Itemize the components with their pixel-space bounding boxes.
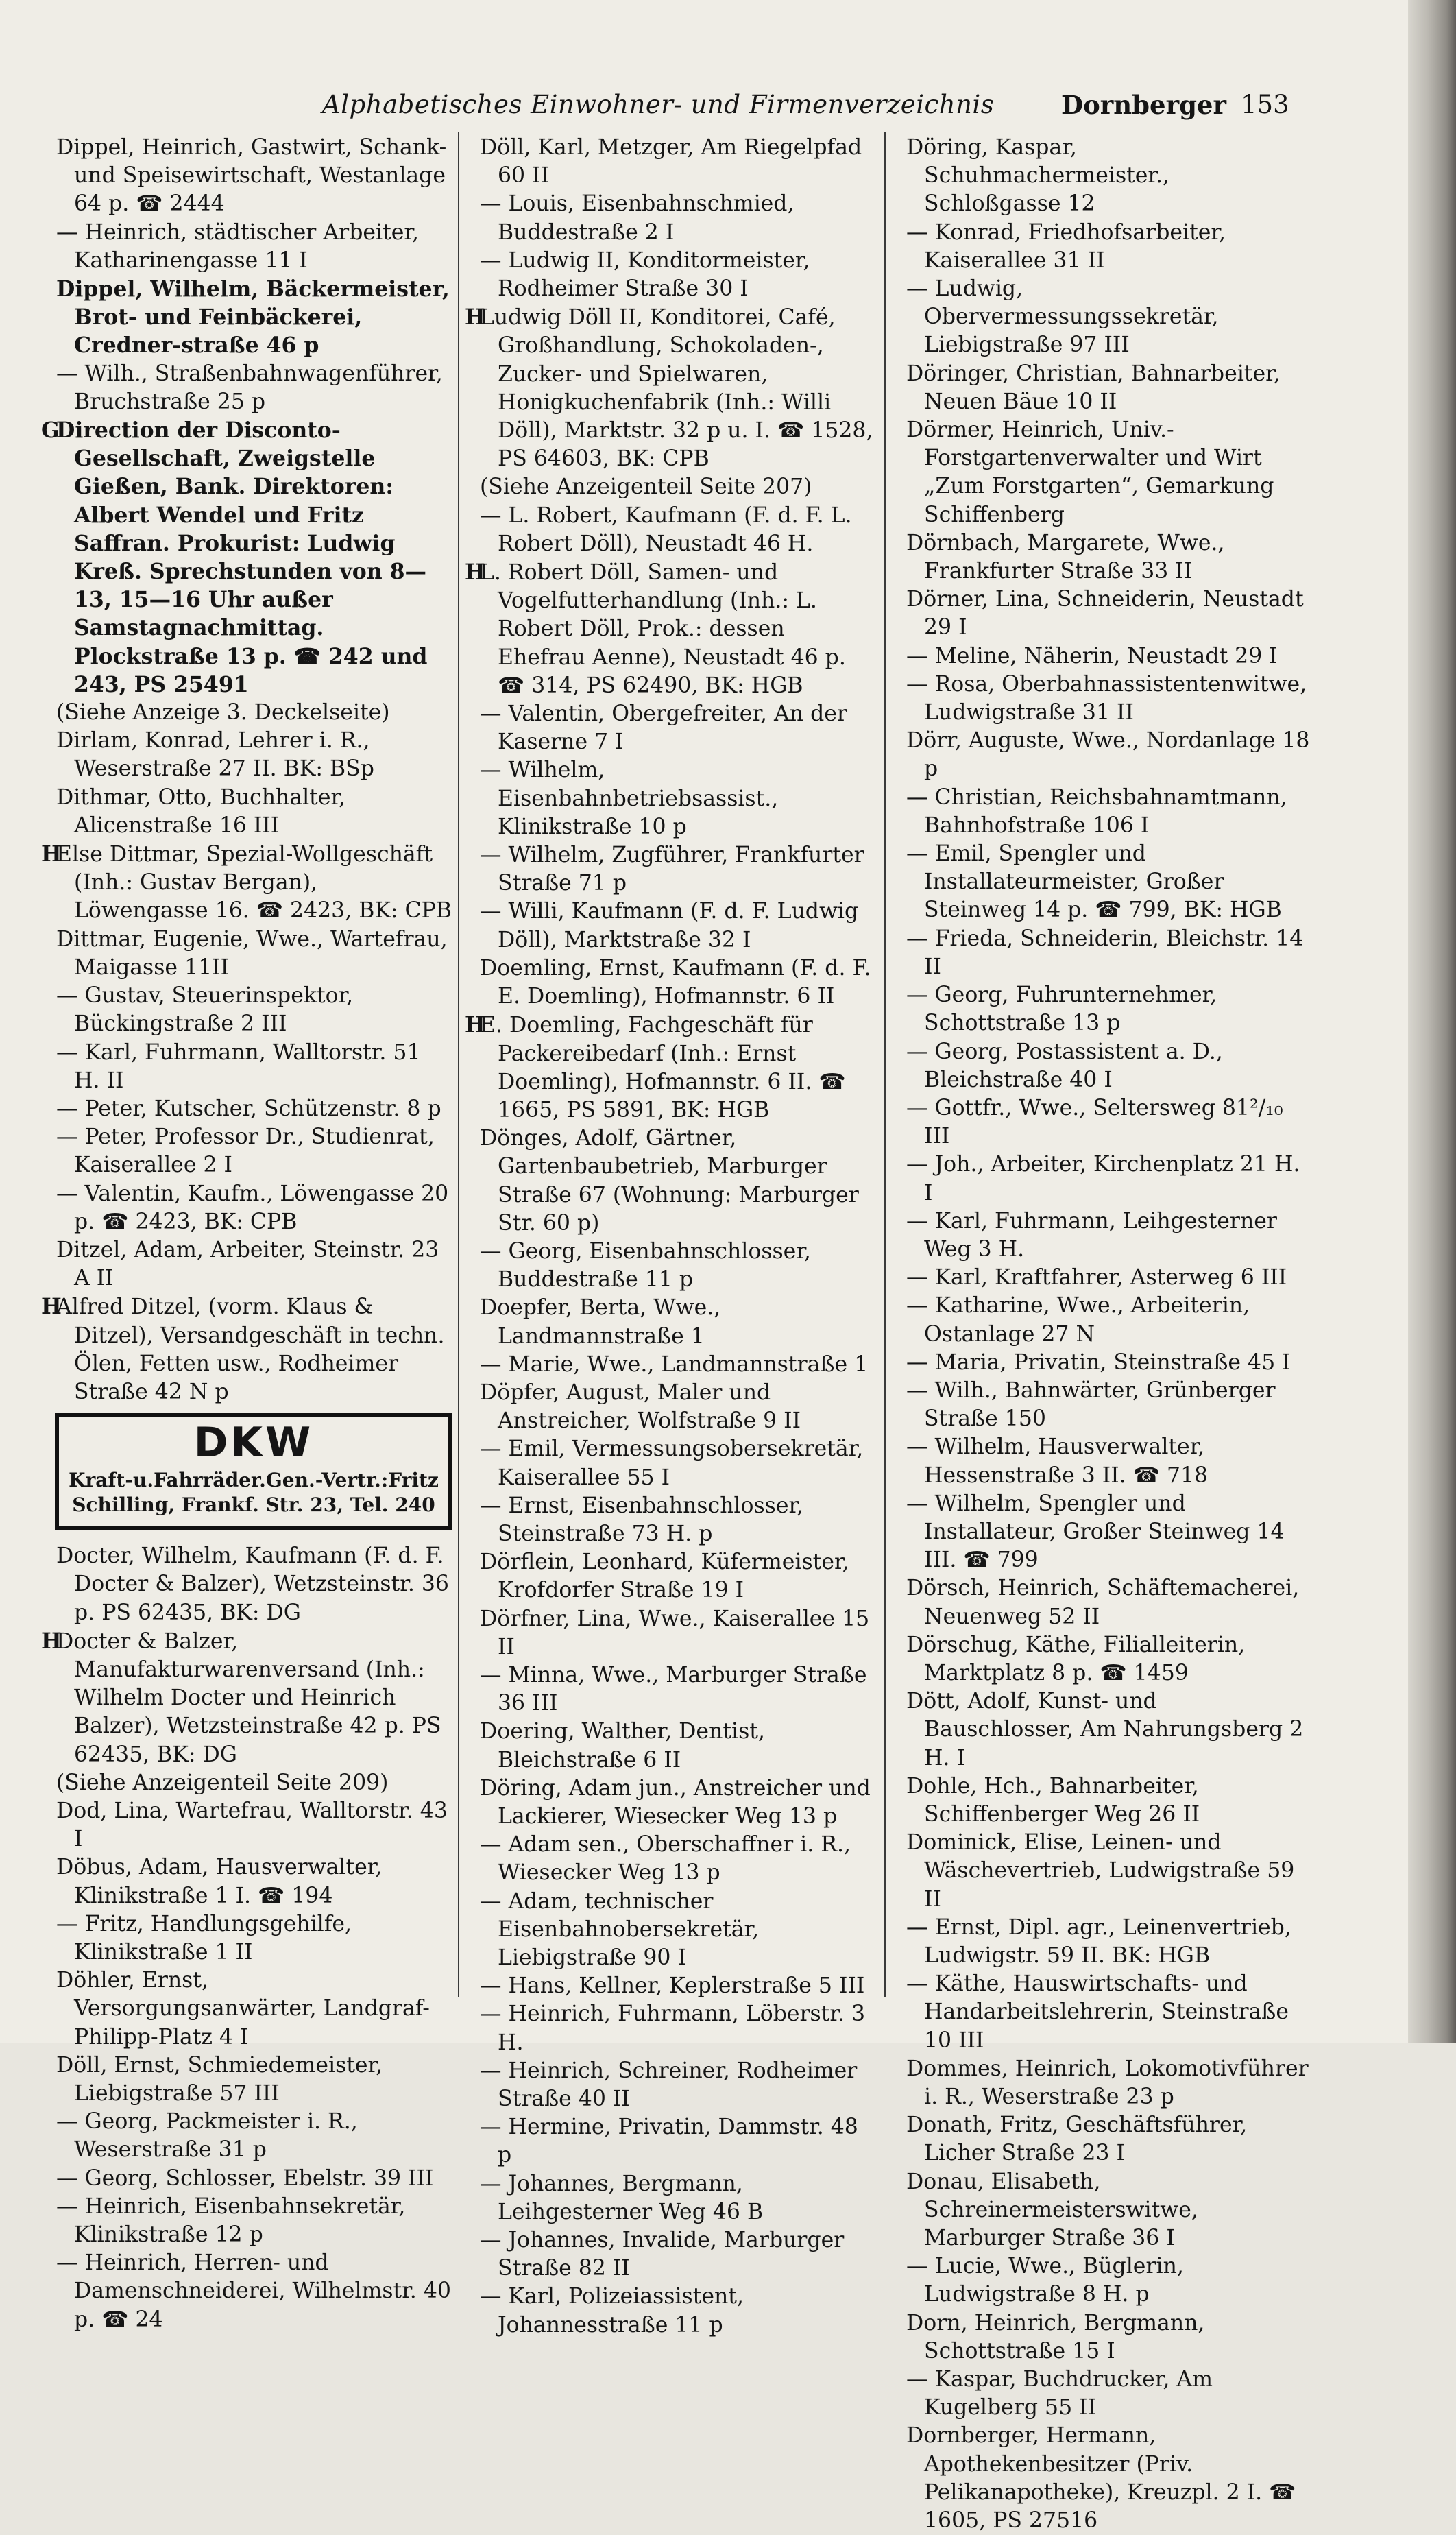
- entry-marker: H: [465, 304, 485, 331]
- entry-text: — Wilhelm, Eisenbahnbetriebsassist., Klinikstraße 10 p: [480, 758, 779, 839]
- directory-entry: [41, 1910, 452, 1967]
- directory-entry: [465, 756, 876, 841]
- entry-text: — Heinrich, Schreiner, Rodheimer Straße 40 II: [480, 2058, 858, 2112]
- directory-entry: [41, 134, 452, 219]
- directory-entry: [465, 1605, 876, 1661]
- entry-text: Dohle, Hch., Bahnarbeiter, Schiffenberger Weg 26 II: [906, 1773, 1200, 1827]
- entry-text: — Adam sen., Oberschaffner i. R., Wiesecker Weg 13 p: [480, 1832, 851, 1886]
- directory-entry: [41, 2108, 452, 2164]
- directory-entry: [891, 642, 1313, 671]
- directory-entry: [891, 1490, 1313, 1575]
- directory-entry: [891, 784, 1313, 840]
- directory-entry: [41, 1095, 452, 1123]
- entry-text: Dörsch, Heinrich, Schäftemacherei, Neuenweg 52 II: [906, 1576, 1300, 1629]
- entry-text: — Kaspar, Buchdrucker, Am Kugelberg 55 II: [906, 2367, 1213, 2420]
- directory-entry: [891, 1094, 1313, 1151]
- entry-text: Dorn, Heinrich, Bergmann, Schottstraße 15 I: [906, 2310, 1205, 2364]
- directory-entry: [41, 1123, 452, 1179]
- directory-entry: [465, 558, 876, 700]
- entry-text: Direction der Disconto-Gesellschaft, Zweigstelle Gießen, Bank. Direktoren: Albert Wendel und Fritz Saffran. Prokurist: Ludwig Kreß. Sprechstunden von 8—13, 15—16 Uhr außer Samstagnachmittag. Plockstraße 13 p. ☎ 242 und 243, PS 25491: [56, 418, 428, 697]
- directory-entry: [891, 1773, 1313, 1829]
- entry-text: — Konrad, Friedhofsarbeiter, Kaiserallee 31 II: [906, 219, 1226, 273]
- entry-text: — Meline, Näherin, Neustadt 29 I: [906, 643, 1278, 669]
- entry-text: — Emil, Vermessungsobersekretär, Kaiserallee 55 I: [480, 1437, 864, 1490]
- directory-entry: [891, 2309, 1313, 2366]
- entry-text: — Louis, Eisenbahnschmied, Buddestraße 2 I: [480, 191, 794, 245]
- directory-entry: [891, 529, 1313, 586]
- entry-text: Dörschug, Käthe, Filialleiterin, Marktplatz 8 p. ☎ 1459: [906, 1632, 1246, 1685]
- entry-text: Dörflein, Leonhard, Küfermeister, Krofdorfer Straße 19 I: [480, 1550, 849, 1603]
- entry-text: Dirlam, Konrad, Lehrer i. R., Weserstraße 27 II. BK: BSp: [56, 728, 374, 782]
- directory-entry: [465, 2113, 876, 2170]
- entry-text: (Siehe Anzeigenteil Seite 209): [56, 1770, 389, 1795]
- entry-text: Else Dittmar, Spezial-Wollgeschäft (Inh.: Gustav Bergan), Löwengasse 16. ☎ 2423, BK: CPB: [56, 842, 452, 924]
- directory-entry: [891, 1151, 1313, 1207]
- entry-text: — Karl, Polizeiassistent, Johannesstraße 11 p: [480, 2284, 744, 2338]
- entry-text: — Peter, Kutscher, Schützenstr. 8 p: [56, 1096, 441, 1121]
- directory-entry: [41, 926, 452, 982]
- entry-text: Dörfner, Lina, Wwe., Kaiserallee 15 II: [480, 1606, 870, 1659]
- directory-entry: [465, 1888, 876, 1973]
- entry-marker: H: [465, 1012, 485, 1038]
- directory-entry: [891, 1377, 1313, 1433]
- entry-text: Donau, Elisabeth, Schreinermeisterswitwe, Marburger Straße 36 I: [906, 2169, 1198, 2251]
- entry-text: Doering, Walther, Dentist, Bleichstraße 6 II: [480, 1719, 765, 1773]
- entry-text: Doepfer, Berta, Wwe., Landmannstraße 1: [480, 1295, 721, 1349]
- entry-text: — Minna, Wwe., Marburger Straße 36 III: [480, 1662, 867, 1716]
- directory-entry: [891, 2422, 1313, 2535]
- entry-text: — Heinrich, Herren- und Damenschneiderei, Wilhelmstr. 40 p. ☎ 24: [56, 2250, 451, 2332]
- entry-text: Ditzel, Adam, Arbeiter, Steinstr. 23 A II: [56, 1237, 439, 1291]
- directory-entry: [465, 1548, 876, 1605]
- entry-text: — Valentin, Obergefreiter, An der Kaserne 7 I: [480, 701, 847, 755]
- entry-text: — Wilhelm, Spengler und Installateur, Großer Steinweg 14 III. ☎ 799: [906, 1491, 1285, 1573]
- directory-entry: [891, 981, 1313, 1037]
- directory-entry: [465, 1718, 876, 1774]
- entry-text: Dippel, Heinrich, Gastwirt, Schank- und Speisewirtschaft, Westanlage 64 p. ☎ 2444: [56, 135, 447, 217]
- directory-entry: [891, 1433, 1313, 1489]
- directory-entry: [41, 416, 452, 699]
- entry-text: — Christian, Reichsbahnamtmann, Bahnhofstraße 106 I: [906, 784, 1287, 838]
- directory-entry: [465, 1661, 876, 1718]
- entry-text: Döring, Kaspar, Schuhmachermeister., Schloßgasse 12: [906, 135, 1170, 217]
- header-keyword: Dornberger: [1061, 90, 1226, 120]
- directory-entry: [465, 1775, 876, 1831]
- entry-text: Döpfer, August, Maler und Anstreicher, Wolfstraße 9 II: [480, 1380, 801, 1434]
- directory-entry: [41, 219, 452, 275]
- entry-list: [465, 134, 876, 2340]
- entry-marker: H: [41, 1294, 62, 1320]
- directory-entry: [465, 898, 876, 954]
- entry-text: Dippel, Wilhelm, Bäckermeister, Brot- und Feinbäckerei, Credner-straße 46 p: [56, 276, 450, 359]
- directory-entry: [465, 247, 876, 303]
- directory-entry: [465, 1351, 876, 1379]
- directory-entry: [465, 1011, 876, 1125]
- directory-entry: [41, 840, 452, 926]
- entry-text: Dörnbach, Margarete, Wwe., Frankfurter Straße 33 II: [906, 530, 1225, 584]
- directory-entry: [891, 416, 1313, 529]
- entry-text: — Ernst, Eisenbahnschlosser, Steinstraße 73 H. p: [480, 1493, 804, 1546]
- entry-list: [891, 134, 1313, 2535]
- directory-entry: [465, 954, 876, 1011]
- directory-entry: [465, 1435, 876, 1491]
- directory-entry: [891, 1574, 1313, 1631]
- directory-entry: [891, 671, 1313, 727]
- directory-entry: [465, 2283, 876, 2339]
- ad-line: Kraft-u.Fahrräder.Gen.-Vertr.:Fritz: [69, 1469, 439, 1492]
- entry-text: — Karl, Fuhrmann, Leihgesterner Weg 3 H.: [906, 1208, 1277, 1262]
- directory-entry: [465, 1125, 876, 1238]
- directory-entry: [891, 2366, 1313, 2422]
- entry-text: — Johannes, Bergmann, Leihgesterner Weg 46 B: [480, 2171, 764, 2224]
- directory-entry: [891, 1264, 1313, 1292]
- entry-text: Dörr, Auguste, Wwe., Nordanlage 18 p: [906, 728, 1310, 782]
- entry-text: — Hermine, Privatin, Dammstr. 48 p: [480, 2115, 858, 2168]
- entry-text: — Rosa, Oberbahnassistentenwitwe, Ludwigstraße 31 II: [906, 671, 1307, 725]
- entry-text: — Fritz, Handlungsgehilfe, Klinikstraße 1 II: [56, 1911, 352, 1965]
- entry-list: [41, 134, 452, 1406]
- directory-entry: [41, 275, 452, 360]
- entry-marker: H: [41, 1628, 62, 1654]
- entry-text: — Peter, Professor Dr., Studienrat, Kaiserallee 2 I: [56, 1125, 435, 1178]
- directory-entry: [465, 1972, 876, 2000]
- book-gutter: [1408, 0, 1456, 2043]
- entry-text: — Wilhelm, Zugführer, Frankfurter Straße 71 p: [480, 843, 864, 896]
- directory-entry: [41, 1627, 452, 1769]
- entry-text: Döll, Karl, Metzger, Am Riegelpfad 60 II: [480, 135, 862, 189]
- entry-text: Dornberger, Hermann, Apothekenbesitzer (Priv. Pelikanapotheke), Kreuzpl. 2 I. ☎ 1605, PS 27516: [906, 2423, 1296, 2534]
- directory-entry: [891, 1970, 1313, 2055]
- directory-entry: [41, 360, 452, 416]
- entry-text: Doemling, Ernst, Kaufmann (F. d. F. E. Doemling), Hofmannstr. 6 II: [480, 955, 871, 1009]
- directory-entry: [891, 1687, 1313, 1773]
- directory-entry: [465, 190, 876, 246]
- entry-text: Dithmar, Otto, Buchhalter, Alicenstraße 16 III: [56, 784, 346, 838]
- entry-text: — Gottfr., Wwe., Seltersweg 81²/₁₀ III: [906, 1095, 1283, 1149]
- column-left: [41, 134, 452, 2332]
- entry-text: — L. Robert, Kaufmann (F. d. F. L. Robert Döll), Neustadt 46 H.: [480, 503, 852, 556]
- directory-entry: [891, 2168, 1313, 2253]
- entry-text: — Gustav, Steuerinspektor, Bückingstraße 2 III: [56, 983, 354, 1037]
- entry-text: — Wilhelm, Hausverwalter, Hessenstraße 3 II. ☎ 718: [906, 1434, 1209, 1488]
- directory-entry: [891, 134, 1313, 219]
- directory-entry: [465, 700, 876, 756]
- entry-text: — Georg, Eisenbahnschlosser, Buddestraße 11 p: [480, 1238, 811, 1293]
- column-right: [891, 134, 1313, 2534]
- directory-entry: [891, 1292, 1313, 1348]
- entry-text: Döhler, Ernst, Versorgungsanwärter, Landgraf-Philipp-Platz 4 I: [56, 1968, 430, 2050]
- entry-list: [41, 1542, 452, 2334]
- entry-text: — Heinrich, städtischer Arbeiter, Katharinengasse 11 I: [56, 219, 419, 273]
- directory-entry: [41, 1039, 452, 1095]
- entry-text: Ludwig Döll II, Konditorei, Café, Großhandlung, Schokoladen-, Zucker- und Spielwaren, Honigkuchenfabrik (Inh.: Willi Döll), Marktstr. 32 p u. I. ☎ 1528, PS 64603, BK: CPB: [480, 305, 873, 472]
- entry-text: Docter, Wilhelm, Kaufmann (F. d. F. Docter & Balzer), Wetzsteinstr. 36 p. PS 62435, BK: DG: [56, 1543, 449, 1625]
- entry-text: — Ernst, Dipl. agr., Leinenvertrieb, Ludwigstr. 59 II. BK: HGB: [906, 1914, 1291, 1968]
- directory-entry: [465, 1238, 876, 1294]
- entry-text: Döbus, Adam, Hausverwalter, Klinikstraße 1 I. ☎ 194: [56, 1855, 383, 1908]
- directory-entry: [465, 1831, 876, 1887]
- entry-marker: H: [465, 560, 485, 586]
- directory-entry: [891, 2111, 1313, 2167]
- directory-entry: [465, 1294, 876, 1350]
- directory-entry: [891, 586, 1313, 642]
- entry-text: — Georg, Fuhrunternehmer, Schottstraße 13 p: [906, 983, 1217, 1036]
- directory-entry: [41, 1967, 452, 2052]
- column-divider: [458, 132, 459, 1997]
- entry-text: — Heinrich, Eisenbahnsekretär, Klinikstraße 12 p: [56, 2194, 406, 2248]
- entry-text: E. Doemling, Fachgeschäft für Packereibedarf (Inh.: Ernst Doemling), Hofmannstr. 6 II. ☎ 1665, PS 5891, BK: HGB: [480, 1013, 846, 1122]
- directory-entry: [41, 2193, 452, 2249]
- entry-text: — Emil, Spengler und Installateurmeister, Großer Steinweg 14 p. ☎ 799, BK: HGB: [906, 841, 1282, 923]
- directory-entry: [41, 2249, 452, 2334]
- directory-entry: [465, 841, 876, 898]
- directory-entry: [465, 2170, 876, 2226]
- entry-text: Döring, Adam jun., Anstreicher und Lackierer, Wiesecker Weg 13 p: [480, 1775, 871, 1829]
- directory-entry: [891, 925, 1313, 981]
- directory-entry: [891, 840, 1313, 925]
- directory-entry: [891, 275, 1313, 360]
- entry-text: — Katharine, Wwe., Arbeiterin, Ostanlage 27 N: [906, 1293, 1250, 1347]
- directory-entry: [891, 360, 1313, 416]
- header-title: Alphabetisches Einwohner- und Firmenverzeichnis: [322, 90, 995, 119]
- entry-text: — Marie, Wwe., Landmannstraße 1: [480, 1351, 869, 1377]
- directory-entry: [465, 502, 876, 558]
- entry-text: Donath, Fritz, Geschäftsführer, Licher Straße 23 I: [906, 2113, 1248, 2166]
- entry-text: Dommes, Heinrich, Lokomotivführer i. R., Weserstraße 23 p: [906, 2056, 1309, 2110]
- column-middle: [465, 134, 876, 2338]
- entry-text: Alfred Ditzel, (vorm. Klaus & Ditzel), Versandgeschäft in techn. Ölen, Fetten usw., Rodheimer Straße 42 N p: [56, 1295, 445, 1404]
- page-header: [322, 81, 1350, 129]
- entry-text: — Valentin, Kaufm., Löwengasse 20 p. ☎ 2423, BK: CPB: [56, 1181, 449, 1234]
- entry-text: — Georg, Schlosser, Ebelstr. 39 III: [56, 2165, 434, 2191]
- directory-entry: [465, 1492, 876, 1548]
- entry-text: — Willi, Kaufmann (F. d. F. Ludwig Döll), Marktstraße 32 I: [480, 899, 859, 952]
- directory-entry: [891, 727, 1313, 783]
- directory-entry: [891, 1038, 1313, 1094]
- entry-text: — Joh., Arbeiter, Kirchenplatz 21 H. I: [906, 1152, 1300, 1205]
- entry-text: — Maria, Privatin, Steinstraße 45 I: [906, 1349, 1291, 1375]
- directory-entry: [41, 784, 452, 840]
- entry-text: Dittmar, Eugenie, Wwe., Wartefrau, Maigasse 11II: [56, 926, 448, 980]
- directory-entry: [465, 1379, 876, 1435]
- entry-text: Dörner, Lina, Schneiderin, Neustadt 29 I: [906, 587, 1304, 640]
- directory-entry: [41, 699, 452, 727]
- entry-text: Döringer, Christian, Bahnarbeiter, Neuen Bäue 10 II: [906, 361, 1281, 414]
- entry-text: — Wilh., Bahnwärter, Grünberger Straße 150: [906, 1378, 1276, 1432]
- directory-entry: [41, 2052, 452, 2108]
- directory-entry: [41, 1769, 452, 1797]
- entry-marker: H: [41, 841, 62, 867]
- entry-text: — Karl, Kraftfahrer, Asterweg 6 III: [906, 1265, 1287, 1290]
- entry-text: Dörmer, Heinrich, Univ.-Forstgartenverwalter und Wirt „Zum Forstgarten“, Gemarkung Schiffenberg: [906, 418, 1274, 527]
- ad-title: DKW: [193, 1419, 314, 1467]
- directory-entry: [891, 1208, 1313, 1264]
- directory-entry: [891, 2252, 1313, 2309]
- directory-entry: [41, 1180, 452, 1236]
- entry-text: Dod, Lina, Wartefrau, Walltorstr. 43 I: [56, 1798, 448, 1852]
- entry-text: — Frieda, Schneiderin, Bleichstr. 14 II: [906, 926, 1304, 979]
- directory-entry: [465, 134, 876, 190]
- entry-text: — Georg, Postassistent a. D., Bleichstraße 40 I: [906, 1039, 1223, 1092]
- column-divider: [884, 132, 886, 1997]
- directory-entry: [891, 2055, 1313, 2111]
- directory-entry: [465, 2226, 876, 2283]
- entry-text: Dönges, Adolf, Gärtner, Gartenbaubetrieb, Marburger Straße 67 (Wohnung: Marburger Str. 60 p): [480, 1126, 859, 1236]
- directory-entry: [41, 727, 452, 783]
- directory-entry: [41, 1293, 452, 1406]
- directory-entry: [465, 2000, 876, 2056]
- entry-text: — Heinrich, Fuhrmann, Löberstr. 3 H.: [480, 2002, 866, 2055]
- entry-text: — Georg, Packmeister i. R., Weserstraße 31 p: [56, 2109, 358, 2163]
- entry-text: — Karl, Fuhrmann, Walltorstr. 51 H. II: [56, 1040, 421, 1093]
- entry-text: Dominick, Elise, Leinen- und Wäschevertrieb, Ludwigstraße 59 II: [906, 1830, 1295, 1912]
- directory-entry: [41, 1853, 452, 1910]
- entry-text: (Siehe Anzeigenteil Seite 207): [480, 474, 812, 500]
- directory-entry: [41, 1542, 452, 1627]
- entry-text: L. Robert Döll, Samen- und Vogelfutterhandlung (Inh.: L. Robert Döll, Prok.: dessen Ehefrau Aenne), Neustadt 46 p. ☎ 314, PS 62490, BK: HGB: [480, 560, 846, 698]
- entry-text: Docter & Balzer, Manufakturwarenversand (Inh.: Wilhelm Docter und Heinrich Balzer), Wetzsteinstraße 42 p. PS 62435, BK: DG: [56, 1629, 441, 1767]
- entry-text: Dött, Adolf, Kunst- und Bauschlosser, Am Nahrungsberg 2 H. I: [906, 1689, 1304, 1770]
- entry-text: — Wilh., Straßenbahnwagenführer, Bruchstraße 25 p: [56, 361, 443, 414]
- entry-text: — Lucie, Wwe., Büglerin, Ludwigstraße 8 H. p: [906, 2254, 1184, 2307]
- directory-entry: [41, 982, 452, 1038]
- entry-text: (Siehe Anzeige 3. Deckelseite): [56, 700, 390, 725]
- entry-text: — Ludwig II, Konditormeister, Rodheimer Straße 30 I: [480, 248, 810, 302]
- directory-entry: [465, 2057, 876, 2113]
- directory-entry: [891, 219, 1313, 275]
- entry-text: — Johannes, Invalide, Marburger Straße 82 II: [480, 2228, 845, 2281]
- entry-text: — Hans, Kellner, Keplerstraße 5 III: [480, 1973, 865, 1999]
- directory-entry: [465, 473, 876, 501]
- directory-entry: [41, 1797, 452, 1853]
- directory-entry: [891, 1829, 1313, 1914]
- entry-text: — Adam, technischer Eisenbahnobersekretär, Liebigstraße 90 I: [480, 1888, 760, 1970]
- directory-entry: [891, 1914, 1313, 1970]
- directory-entry: [891, 1349, 1313, 1377]
- directory-entry: [41, 2165, 452, 2193]
- directory-entry: [891, 1631, 1313, 1687]
- entry-text: Döll, Ernst, Schmiedemeister, Liebigstraße 57 III: [56, 2052, 383, 2106]
- dkw-advertisement: [55, 1413, 452, 1530]
- directory-entry: [41, 1236, 452, 1293]
- entry-marker: G: [41, 418, 60, 444]
- ad-line: Schilling, Frankf. Str. 23, Tel. 240: [72, 1493, 435, 1517]
- entry-text: — Ludwig, Obervermessungssekretär, Liebigstraße 97 III: [906, 276, 1219, 358]
- entry-text: — Käthe, Hauswirtschafts- und Handarbeitslehrerin, Steinstraße 10 III: [906, 1971, 1289, 2053]
- page-number: 153: [1241, 90, 1289, 119]
- directory-entry: [465, 303, 876, 473]
